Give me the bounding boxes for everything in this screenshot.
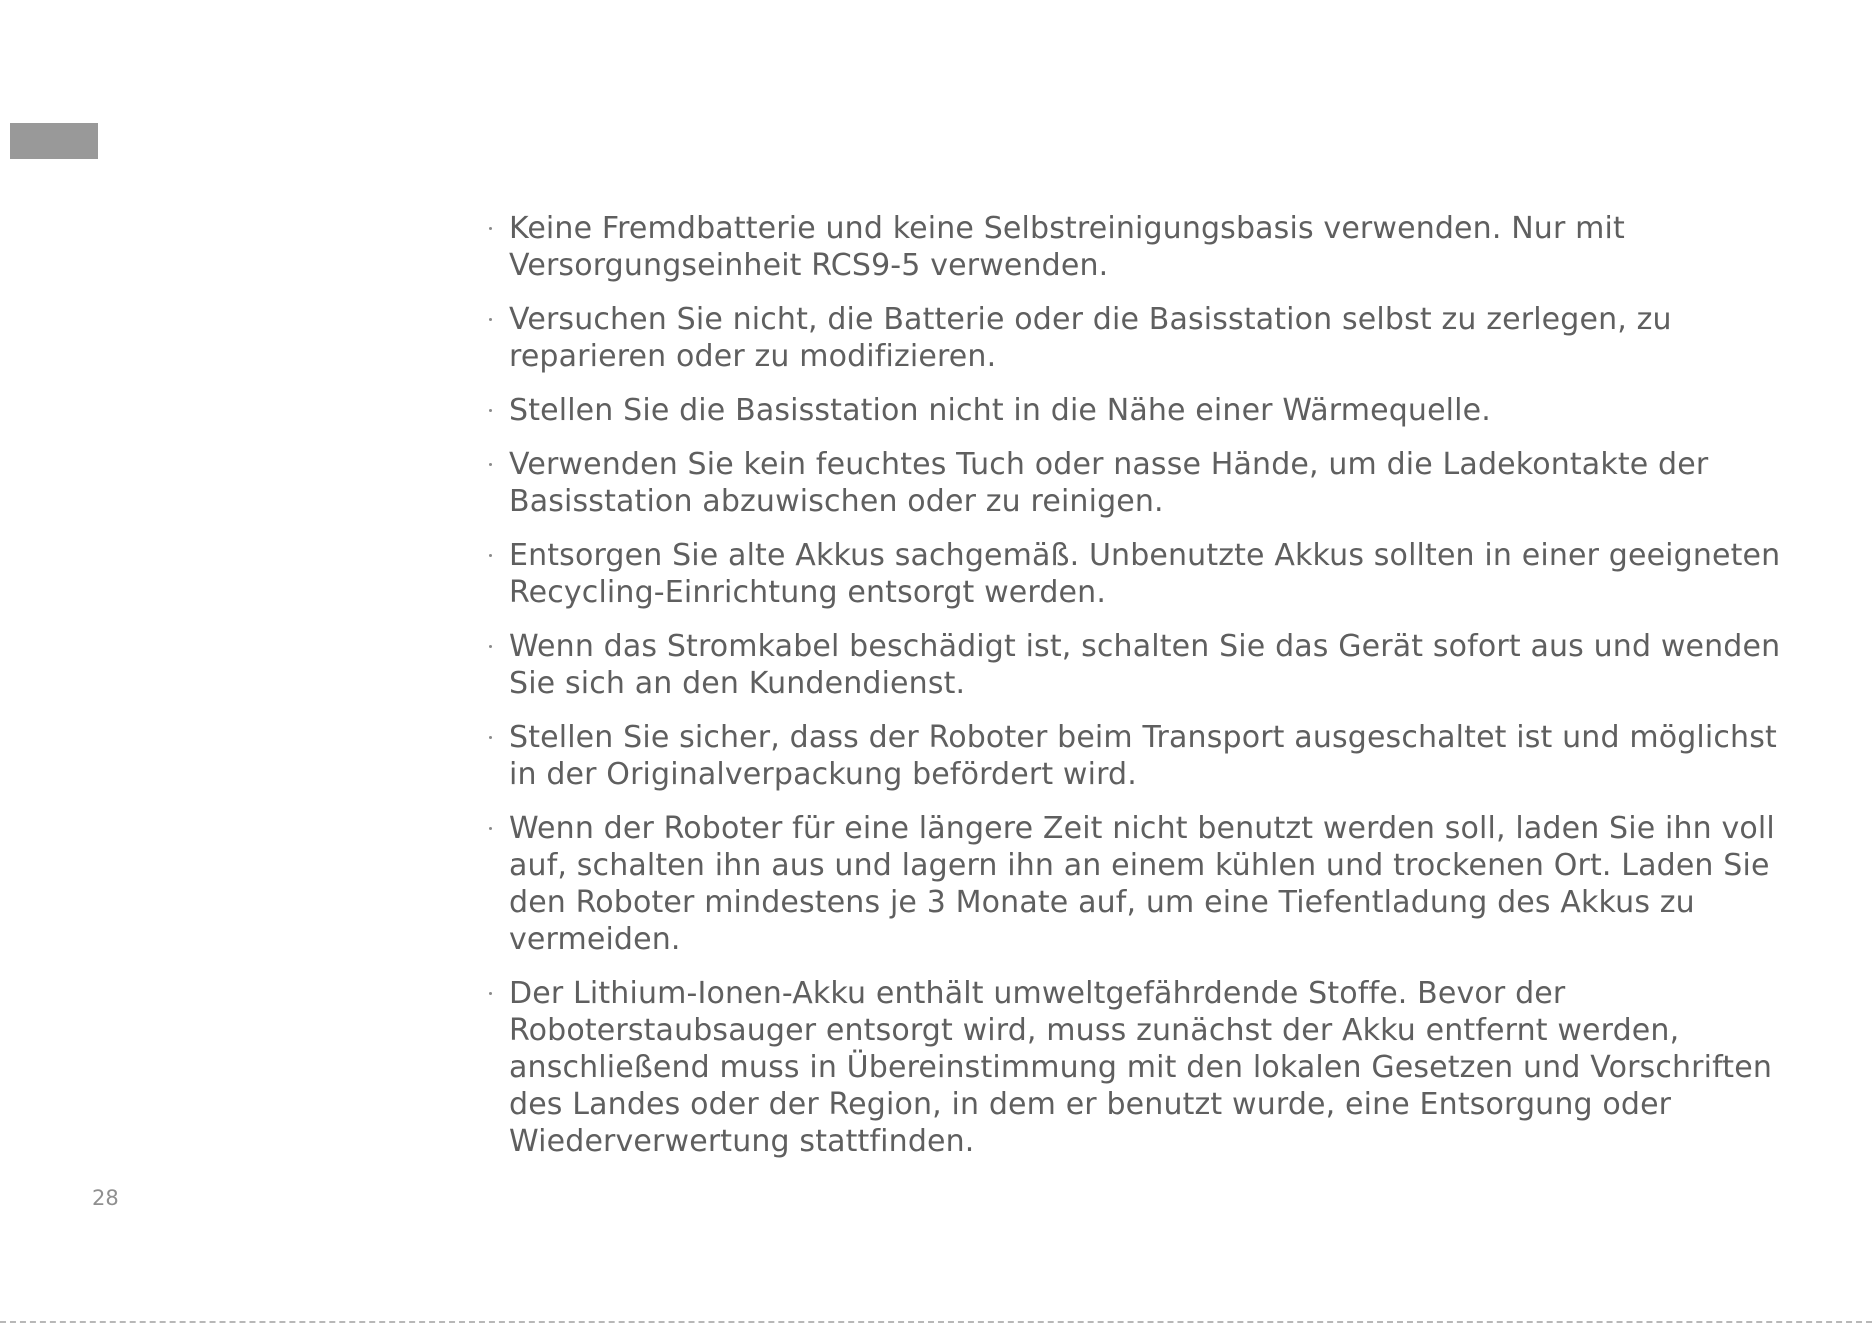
safety-instructions-list [489, 210, 1789, 1177]
list-item-text: Versuchen Sie nicht, die Batterie oder die Basisstation selbst zu zerlegen, zu reparieren oder zu modifizieren. [509, 302, 1672, 374]
bullet-icon [489, 992, 492, 995]
bullet-icon [489, 318, 492, 321]
list-item-text: Stellen Sie die Basisstation nicht in die Nähe einer Wärmequelle. [509, 393, 1491, 428]
list-item-text: Entsorgen Sie alte Akkus sachgemäß. Unbenutzte Akkus sollten in einer geeigneten Recycling-Einrichtung entsorgt werden. [509, 538, 1781, 610]
bullet-icon [489, 463, 492, 466]
list-item [489, 210, 1789, 284]
list-item-text: Keine Fremdbatterie und keine Selbstreinigungsbasis verwenden. Nur mit Versorgungseinheit RCS9-5 verwenden. [509, 211, 1625, 283]
list-item [489, 392, 1789, 429]
bullet-icon [489, 554, 492, 557]
bullet-icon [489, 409, 492, 412]
list-item [489, 537, 1789, 611]
bullet-icon [489, 227, 492, 230]
bullet-icon [489, 736, 492, 739]
list-item [489, 446, 1789, 520]
list-item [489, 301, 1789, 375]
bullet-icon [489, 645, 492, 648]
list-item-text: Stellen Sie sicher, dass der Roboter beim Transport ausgeschaltet ist und möglichst in der Originalverpackung befördert wird. [509, 720, 1777, 792]
bullet-icon [489, 827, 492, 830]
list-item [489, 628, 1789, 702]
page-bottom-divider [0, 1321, 1872, 1323]
list-item-text: Wenn das Stromkabel beschädigt ist, schalten Sie das Gerät sofort aus und wenden Sie sich an den Kundendienst. [509, 629, 1781, 701]
list-item [489, 719, 1789, 793]
list-item-text: Der Lithium-Ionen-Akku enthält umweltgefährdende Stoffe. Bevor der Roboterstaubsauger entsorgt wird, muss zunächst der Akku entfernt werden, anschließend muss in Übereinstimmung mit den lokalen Gesetzen und Vorschriften des Landes oder der Region, in dem er benutzt wurde, eine Entsorgung oder Wiederverwertung stattfinden. [509, 976, 1772, 1159]
list-item-text: Verwenden Sie kein feuchtes Tuch oder nasse Hände, um die Ladekontakte der Basisstation abzuwischen oder zu reinigen. [509, 447, 1709, 519]
section-tab-marker [10, 123, 98, 159]
page-number: 28 [92, 1186, 119, 1210]
list-item [489, 975, 1789, 1160]
list-item-text: Wenn der Roboter für eine längere Zeit nicht benutzt werden soll, laden Sie ihn voll auf, schalten ihn aus und lagern ihn an einem kühlen und trockenen Ort. Laden Sie den Roboter mindestens je 3 Monate auf, um eine Tiefentladung des Akkus zu vermeiden. [509, 811, 1775, 957]
list-item [489, 810, 1789, 958]
